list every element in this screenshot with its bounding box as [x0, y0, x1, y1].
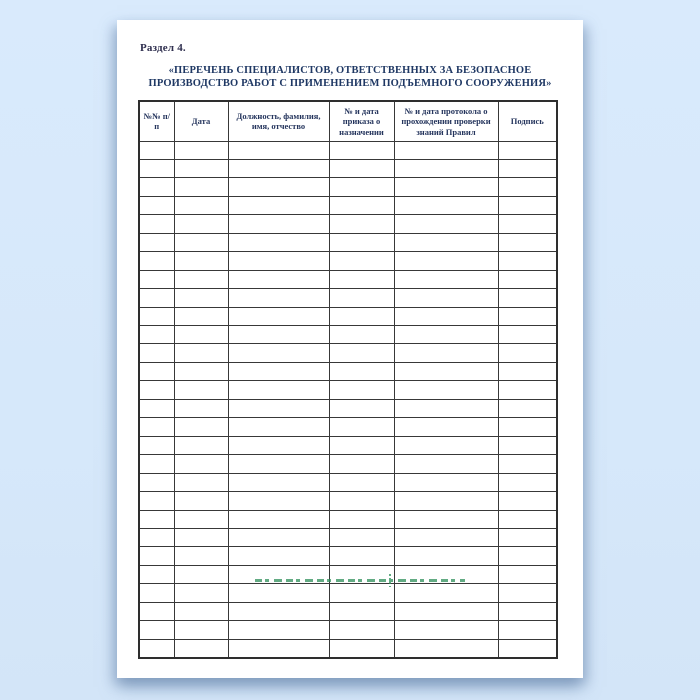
empty-cell: [174, 252, 228, 270]
empty-cell: [174, 141, 228, 159]
empty-cell: [498, 178, 557, 196]
empty-cell: [174, 565, 228, 583]
empty-cell: [394, 436, 498, 454]
empty-cell: [498, 344, 557, 362]
empty-cell: [139, 344, 174, 362]
empty-cell: [329, 547, 394, 565]
empty-cell: [139, 510, 174, 528]
empty-cell: [228, 639, 329, 657]
empty-cell: [329, 362, 394, 380]
document-title-line1: «ПЕРЕЧЕНЬ СПЕЦИАЛИСТОВ, ОТВЕТСТВЕННЫХ ЗА БЕЗОПАСНОЕ: [168, 65, 532, 76]
empty-cell: [228, 344, 329, 362]
empty-cell: [174, 159, 228, 177]
empty-cell: [498, 381, 557, 399]
empty-cell: [228, 233, 329, 251]
empty-cell: [228, 270, 329, 288]
table-row: [139, 289, 557, 307]
empty-cell: [139, 215, 174, 233]
empty-cell: [228, 529, 329, 547]
empty-cell: [498, 196, 557, 214]
empty-cell: [394, 492, 498, 510]
empty-cell: [228, 307, 329, 325]
empty-cell: [498, 233, 557, 251]
empty-cell: [174, 584, 228, 602]
empty-cell: [139, 529, 174, 547]
empty-cell: [498, 584, 557, 602]
column-header: №№ п/п: [139, 101, 174, 141]
empty-cell: [139, 492, 174, 510]
empty-cell: [139, 270, 174, 288]
empty-cell: [329, 455, 394, 473]
empty-cell: [228, 178, 329, 196]
empty-cell: [394, 159, 498, 177]
empty-cell: [329, 344, 394, 362]
empty-cell: [139, 621, 174, 639]
empty-cell: [394, 326, 498, 344]
empty-cell: [498, 436, 557, 454]
empty-cell: [139, 326, 174, 344]
column-header: № и дата приказа о назначении: [329, 101, 394, 141]
empty-cell: [139, 381, 174, 399]
empty-cell: [329, 436, 394, 454]
empty-cell: [139, 233, 174, 251]
table-row: [139, 436, 557, 454]
empty-cell: [139, 399, 174, 417]
empty-cell: [498, 289, 557, 307]
empty-cell: [174, 270, 228, 288]
table-row: [139, 602, 557, 620]
empty-cell: [174, 381, 228, 399]
column-header: Подпись: [498, 101, 557, 141]
empty-cell: [228, 196, 329, 214]
empty-cell: [329, 529, 394, 547]
table-row: [139, 344, 557, 362]
empty-cell: [394, 455, 498, 473]
table-row: [139, 141, 557, 159]
empty-cell: [174, 510, 228, 528]
empty-cell: [498, 326, 557, 344]
empty-cell: [498, 455, 557, 473]
table-row: [139, 510, 557, 528]
empty-cell: [174, 547, 228, 565]
empty-cell: [174, 529, 228, 547]
empty-cell: [174, 196, 228, 214]
empty-cell: [228, 436, 329, 454]
empty-cell: [394, 510, 498, 528]
document-page: [117, 20, 583, 678]
table-row: [139, 473, 557, 491]
empty-cell: [394, 141, 498, 159]
table-row: [139, 418, 557, 436]
empty-cell: [139, 141, 174, 159]
empty-cell: [394, 621, 498, 639]
empty-cell: [174, 344, 228, 362]
empty-cell: [174, 436, 228, 454]
empty-cell: [498, 492, 557, 510]
empty-cell: [498, 141, 557, 159]
empty-cell: [139, 473, 174, 491]
table-row: [139, 639, 557, 657]
empty-cell: [228, 399, 329, 417]
empty-cell: [139, 418, 174, 436]
empty-cell: [329, 178, 394, 196]
empty-cell: [174, 307, 228, 325]
empty-cell: [394, 289, 498, 307]
empty-cell: [498, 510, 557, 528]
empty-cell: [394, 602, 498, 620]
empty-cell: [394, 344, 498, 362]
empty-cell: [174, 473, 228, 491]
table-row: [139, 621, 557, 639]
table-row: [139, 252, 557, 270]
empty-cell: [394, 362, 498, 380]
empty-cell: [228, 141, 329, 159]
table-row: [139, 529, 557, 547]
empty-cell: [329, 418, 394, 436]
table-row: [139, 307, 557, 325]
empty-cell: [329, 141, 394, 159]
empty-cell: [394, 252, 498, 270]
document-title-line2: ПРОИЗВОДСТВО РАБОТ С ПРИМЕНЕНИЕМ ПОДЪЕМНОГО СООРУЖЕНИЯ»: [148, 78, 552, 89]
empty-cell: [498, 362, 557, 380]
table-row: [139, 547, 557, 565]
empty-cell: [329, 289, 394, 307]
table-header-row: [139, 101, 557, 141]
empty-cell: [394, 233, 498, 251]
empty-cell: [329, 584, 394, 602]
empty-cell: [174, 418, 228, 436]
column-header: Дата: [174, 101, 228, 141]
empty-cell: [174, 602, 228, 620]
table-row: [139, 584, 557, 602]
empty-cell: [174, 326, 228, 344]
empty-cell: [139, 602, 174, 620]
empty-cell: [329, 639, 394, 657]
empty-cell: [329, 621, 394, 639]
empty-cell: [394, 584, 498, 602]
empty-cell: [329, 326, 394, 344]
empty-cell: [498, 399, 557, 417]
empty-cell: [174, 362, 228, 380]
empty-cell: [139, 639, 174, 657]
empty-cell: [498, 159, 557, 177]
table-row: [139, 362, 557, 380]
empty-cell: [329, 510, 394, 528]
empty-cell: [228, 215, 329, 233]
empty-cell: [139, 159, 174, 177]
specialists-table: [138, 100, 558, 659]
empty-cell: [174, 289, 228, 307]
empty-cell: [394, 418, 498, 436]
empty-cell: [139, 455, 174, 473]
empty-cell: [228, 621, 329, 639]
empty-cell: [228, 455, 329, 473]
empty-cell: [139, 436, 174, 454]
section-label: Раздел 4.: [140, 42, 186, 54]
empty-cell: [228, 547, 329, 565]
empty-cell: [228, 418, 329, 436]
empty-cell: [498, 547, 557, 565]
empty-cell: [394, 547, 498, 565]
empty-cell: [228, 326, 329, 344]
empty-cell: [329, 270, 394, 288]
green-stamp-watermark: [255, 579, 465, 582]
empty-cell: [394, 399, 498, 417]
table-row: [139, 399, 557, 417]
column-header: № и дата протокола о прохождении проверки знаний Правил: [394, 101, 498, 141]
empty-cell: [498, 621, 557, 639]
empty-cell: [174, 639, 228, 657]
empty-cell: [394, 196, 498, 214]
empty-cell: [329, 233, 394, 251]
empty-cell: [329, 399, 394, 417]
empty-cell: [329, 492, 394, 510]
empty-cell: [174, 455, 228, 473]
empty-cell: [498, 252, 557, 270]
empty-cell: [174, 215, 228, 233]
table-row: [139, 326, 557, 344]
empty-cell: [329, 215, 394, 233]
empty-cell: [139, 252, 174, 270]
empty-cell: [228, 492, 329, 510]
empty-cell: [174, 621, 228, 639]
empty-cell: [139, 178, 174, 196]
column-header: Должность, фамилия, имя, отчество: [228, 101, 329, 141]
empty-cell: [228, 473, 329, 491]
empty-cell: [329, 307, 394, 325]
empty-cell: [228, 289, 329, 307]
empty-cell: [498, 270, 557, 288]
empty-cell: [498, 473, 557, 491]
empty-cell: [394, 381, 498, 399]
table-row: [139, 270, 557, 288]
empty-cell: [174, 178, 228, 196]
empty-cell: [228, 510, 329, 528]
empty-cell: [228, 362, 329, 380]
table-row: [139, 233, 557, 251]
table-row: [139, 215, 557, 233]
document-title: [117, 64, 583, 90]
empty-cell: [228, 584, 329, 602]
empty-cell: [174, 492, 228, 510]
empty-cell: [394, 178, 498, 196]
empty-cell: [329, 602, 394, 620]
empty-cell: [329, 381, 394, 399]
empty-cell: [394, 270, 498, 288]
empty-cell: [228, 159, 329, 177]
empty-cell: [394, 529, 498, 547]
empty-cell: [228, 602, 329, 620]
table-row: [139, 455, 557, 473]
empty-cell: [329, 196, 394, 214]
empty-cell: [139, 289, 174, 307]
table-row: [139, 159, 557, 177]
empty-cell: [139, 362, 174, 380]
empty-cell: [228, 252, 329, 270]
empty-cell: [139, 584, 174, 602]
empty-cell: [174, 233, 228, 251]
empty-cell: [329, 252, 394, 270]
empty-cell: [139, 547, 174, 565]
empty-cell: [394, 215, 498, 233]
empty-cell: [498, 565, 557, 583]
table-row: [139, 492, 557, 510]
empty-cell: [174, 399, 228, 417]
empty-cell: [498, 529, 557, 547]
empty-cell: [228, 381, 329, 399]
empty-cell: [498, 418, 557, 436]
empty-cell: [329, 159, 394, 177]
empty-cell: [498, 307, 557, 325]
table-row: [139, 196, 557, 214]
empty-cell: [139, 565, 174, 583]
empty-cell: [139, 307, 174, 325]
empty-cell: [394, 639, 498, 657]
empty-cell: [394, 307, 498, 325]
table-row: [139, 178, 557, 196]
table-row: [139, 381, 557, 399]
empty-cell: [394, 473, 498, 491]
empty-cell: [498, 602, 557, 620]
empty-cell: [498, 639, 557, 657]
empty-cell: [139, 196, 174, 214]
empty-cell: [329, 473, 394, 491]
empty-cell: [498, 215, 557, 233]
